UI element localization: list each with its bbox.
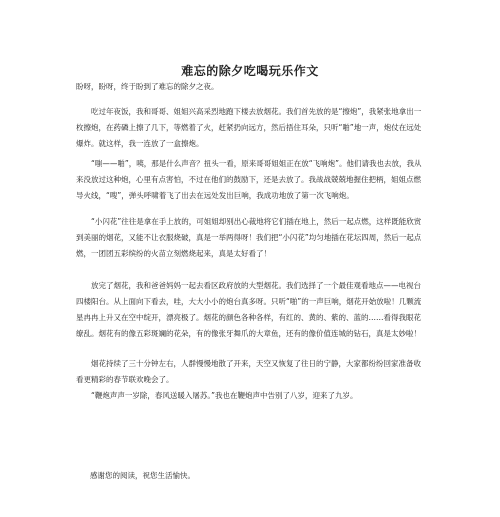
paragraph-6: 烟花持续了三十分钟左右，人群慢慢地散了开来，天空又恢复了往日的宁静，大家都纷纷回家准备收看更精彩的春节联欢晚会了。	[76, 359, 421, 384]
document-title: 难忘的除夕吃喝玩乐作文	[181, 64, 319, 78]
paragraph-4: “小闪花”往往是拿在手上放的，可姐姐却别出心裁地将它们插在地上，然后一起点燃，这样既能欣赏到美丽的烟花，又能不让衣服烧破，真是一举两得呀！我们把“小闪花”均匀地插在花坛四周，然后一起点燃，一团团五彩缤纷的火苗立刻燃烧起来，真是太好看了！	[76, 217, 422, 258]
paragraph-7: “鞭炮声声一岁除，春风送暖入屠苏。”我也在鞭炮声中告别了八岁，迎来了九岁。	[91, 391, 358, 400]
paragraph-2: 吃过年夜饭，我和哥哥、姐姐兴高采烈地跑下楼去放烟花。我们首先放的是“擦炮”，我紧张地拿出一枚擦炮，在药磷上擦了几下，等燃着了火，赶紧扔向远方，然后捂住耳朵，只听“啪”地一声，炮仗在远处爆炸。就这样，我一连放了一盒擦炮。	[76, 107, 422, 148]
paragraph-5: 放完了烟花，我和爸爸妈妈一起去看区政府放的大型烟花。我们选择了一个最佳观看地点——电视台四楼阳台。从上面向下看去，哇，大大小小的炮台真多呀。只听“啪”的一声巨响，烟花开始放啦！几颗流星冉冉上升又在空中绽开，漂亮极了。烟花的颜色各种各样，有红的、黄的、紫的、蓝的……看得我眼花缭乱。烟花有的像五彩斑斓的花朵，有的像张牙舞爪的大章鱼，还有的像价值连城的钻石，真是太妙啦！	[76, 281, 422, 338]
paragraph-1: 盼呀，盼呀，终于盼到了难忘的除夕之夜。	[76, 82, 219, 91]
paragraph-3: “嗤——啪”，咦，那是什么声音？扭头一看，原来哥哥姐姐正在放“飞响炮”。他们请我也去放，我从来没放过这种炮，心里有点害怕，不过在他们的鼓励下，还是去放了。我战战兢兢地握住把柄，姐姐点燃导火线，“嗖”，弹头呼啸着飞了出去在远处发出巨响，我成功地放了第一次飞响炮。	[76, 159, 422, 200]
closing-note: 感谢您的阅读，祝您生活愉快。	[90, 471, 195, 480]
